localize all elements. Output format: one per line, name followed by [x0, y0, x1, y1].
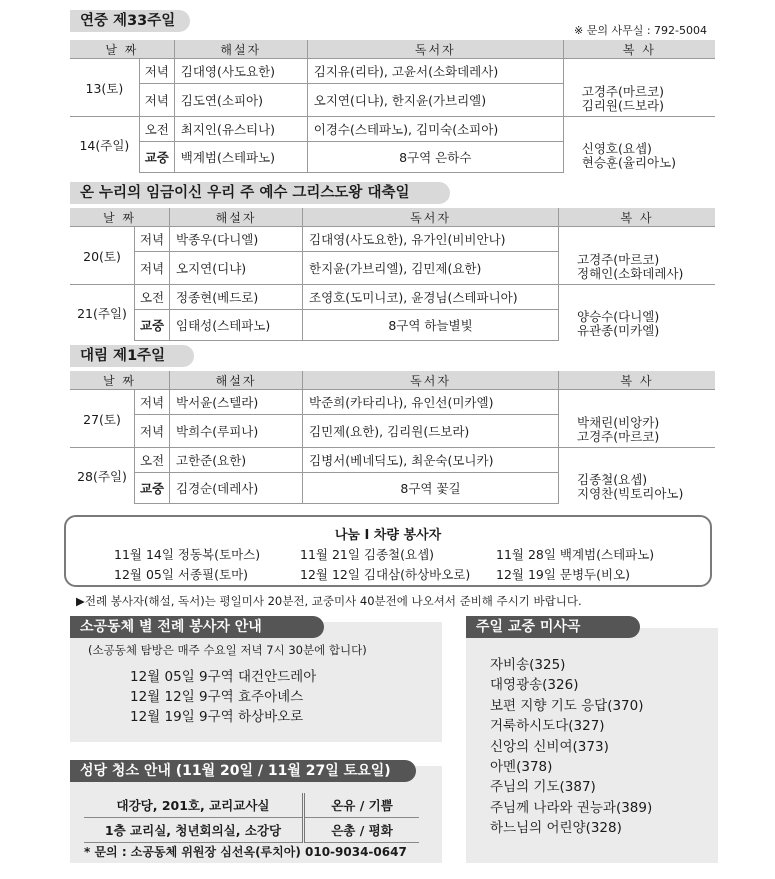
- cleaning-title: 성당 청소 안내 (11월 20일 / 11월 27일 토요일): [70, 760, 416, 782]
- table-row: 교중 백계범(스테파노) 8구역 은하수: [70, 142, 715, 173]
- vehicle-item: 12월 05일 서종필(토마): [114, 567, 249, 582]
- list-item: 12월 19일 9구역 하상바오로: [130, 709, 304, 725]
- list-item: 하느님의 어린양(328): [490, 820, 622, 837]
- community-subtitle: (소공동체 탐방은 매주 수요일 저녁 7시 30분에 합니다): [88, 643, 367, 657]
- section-title-2: 온 누리의 임금이신 우리 주 예수 그리스도왕 대축일: [70, 182, 450, 204]
- hymns-list: [490, 655, 652, 839]
- table-header: 날 짜 해설자 독서자 복 사: [70, 371, 715, 390]
- vehicle-item: 11월 21일 김종철(요셉): [300, 547, 435, 562]
- vehicle-item: 11월 14일 정동복(토마스): [114, 547, 261, 562]
- table-row: 저녁 김도연(소피아) 오지연(디냐), 한지윤(가브리엘): [70, 84, 715, 117]
- table-row: 대강당, 201호, 교리교사실 온유 / 기쁨: [84, 793, 419, 818]
- list-item: 신앙의 신비여(373): [490, 738, 609, 755]
- list-item: 대영광송(326): [490, 677, 579, 694]
- table-row: 28(주일) 오전 고한준(요한) 김병서(베네딕도), 최운숙(모니카) 김종철(요셉) 지영찬(빅토리아노): [70, 448, 715, 473]
- table-header: 날 짜 해설자 독서자 복 사: [70, 208, 715, 227]
- community-schedule: [130, 667, 316, 727]
- list-item: 12월 12일 9구역 효주아녜스: [130, 689, 304, 705]
- liturgy-note: ▶전례 봉사자(해설, 독서)는 평일미사 20분전, 교중미사 40분전에 나오셔서 준비해 주시기 바랍니다.: [76, 594, 582, 608]
- table-row: 교중 임태성(스테파노) 8구역 하늘별빛: [70, 310, 715, 341]
- list-item: 주님께 나라와 권능과(389): [490, 799, 653, 816]
- table-row: 21(주일) 오전 정종현(베드로) 조영호(도미니코), 윤경님(스테파니아) 양승수(다니엘) 유관종(미카엘): [70, 285, 715, 310]
- table-row: 저녁 박희수(루피나) 김민제(요한), 김리원(드보라): [70, 415, 715, 448]
- list-item: 주님의 기도(387): [490, 779, 596, 796]
- list-item: 12월 05일 9구역 대건안드레아: [130, 669, 317, 685]
- vehicle-title: 나눔 I 차량 봉사자: [334, 528, 442, 543]
- table-row: 27(토) 저녁 박서윤(스텔라) 박준희(카타리나), 유인선(미카엘) 박채린(비앙카) 고경주(마르코): [70, 390, 715, 415]
- community-title: 소공동체 별 전례 봉사자 안내: [70, 616, 324, 638]
- list-item: 보편 지향 기도 응답(370): [490, 697, 644, 714]
- hymns-title: 주일 교중 미사곡: [466, 616, 640, 638]
- roster-table-2: [70, 208, 715, 341]
- cleaning-contact: * 문의 : 소공동체 위원장 심선옥(루치아) 010-9034-0647: [84, 845, 407, 859]
- section-title-3: 대림 제1주일: [70, 345, 194, 367]
- section-title-1: 연중 제33주일: [70, 10, 190, 32]
- roster-table-1: [70, 40, 715, 173]
- vehicle-item: 11월 28일 백계범(스테파노): [496, 547, 655, 562]
- list-item: 거룩하시도다(327): [490, 718, 605, 735]
- table-header: 날 짜 해설자 독서자 복 사: [70, 40, 715, 59]
- roster-table-3: [70, 371, 715, 504]
- table-row: 14(주일) 오전 최지인(유스티나) 이경수(스테파노), 김미숙(소피아) 신영호(요셉) 현승훈(율리아노): [70, 117, 715, 142]
- list-item: 아멘(378): [490, 759, 553, 776]
- table-row: 교중 김경순(데레사) 8구역 꽃길: [70, 473, 715, 504]
- vehicle-item: 12월 12일 김대삼(하상바오로): [300, 567, 471, 582]
- vehicle-item: 12월 19일 문병두(비오): [496, 567, 631, 582]
- table-row: 저녁 오지연(디냐) 한지윤(가브리엘), 김민제(요한): [70, 252, 715, 285]
- table-row: 1층 교리실, 청년회의실, 소강당 은총 / 평화: [84, 818, 419, 843]
- office-contact: ※ 문의 사무실 : 792-5004: [574, 24, 707, 37]
- table-row: 20(토) 저녁 박종우(다니엘) 김대영(사도요한), 유가인(비비안나) 고경주(마르코) 정해인(소화데레사): [70, 227, 715, 252]
- vehicle-volunteers-box: [64, 515, 712, 587]
- cleaning-table: [84, 793, 419, 843]
- list-item: 자비송(325): [490, 657, 566, 673]
- table-row: 13(토) 저녁 김대영(사도요한) 김지유(리타), 고윤서(소화데레사) 고경주(마르코) 김리원(드보라): [70, 59, 715, 84]
